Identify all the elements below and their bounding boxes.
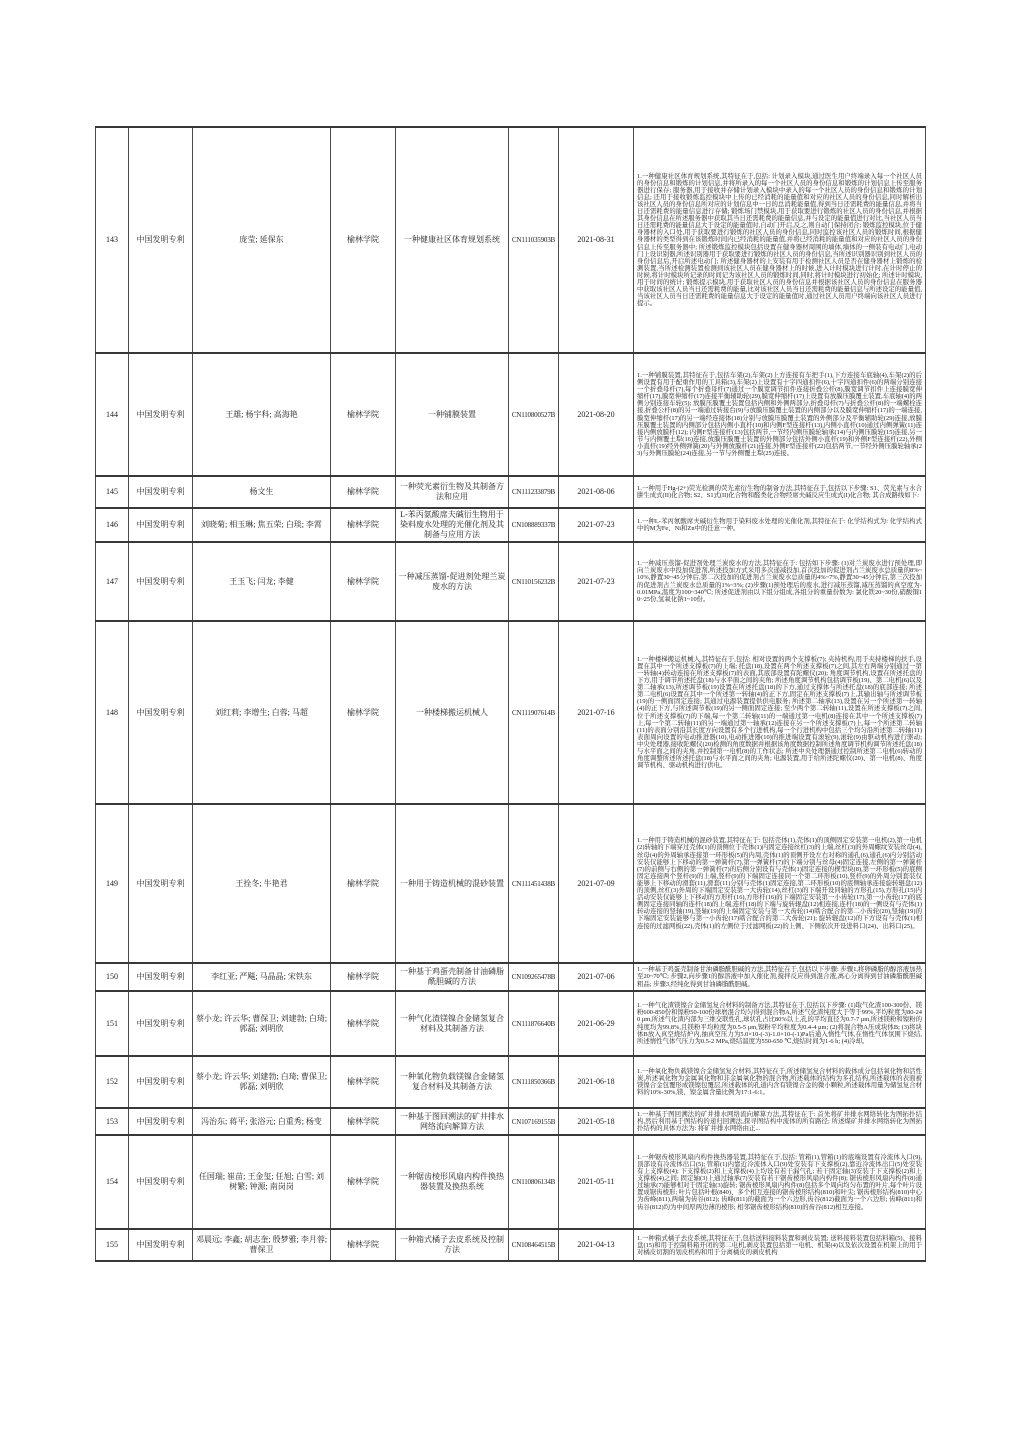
cell-no: 151 (96, 991, 129, 1056)
cell-patent-type: 中国发明专利 (129, 353, 193, 476)
table-row (96, 1135, 926, 1229)
cell-grant-date: 2021-07-06 (559, 963, 634, 991)
cell-no: 146 (96, 508, 129, 542)
cell-patent-title: 一种基于图回溯法的矿井排水网络流向解算方法 (396, 1108, 509, 1135)
cell-patent-title: 一种箱式橘子去皮系统及控制方法 (396, 1229, 509, 1261)
cell-grant-date: 2021-07-23 (559, 508, 634, 542)
cell-no: 149 (96, 804, 129, 963)
cell-patent-number: CN111850366B (509, 1056, 559, 1108)
table-row (96, 1108, 926, 1135)
cell-no: 155 (96, 1229, 129, 1261)
cell-grant-date: 2021-07-16 (559, 621, 634, 804)
table-row (96, 508, 926, 542)
cell-patent-number: CN108464515B (509, 1229, 559, 1261)
cell-patent-title: 一种气化渣镁镍合金储氢复合材料及其制备方法 (396, 991, 509, 1056)
cell-inventors: 李红亚; 严飚; 马晶晶; 宋铁东 (193, 963, 331, 991)
cell-patent-type: 中国发明专利 (129, 1056, 193, 1108)
cell-patent-type: 中国发明专利 (129, 1229, 193, 1261)
cell-patent-title: 一种基于鸡蛋壳制备甘油磷脂酰胆碱的方法 (396, 963, 509, 991)
cell-grant-date: 2021-07-23 (559, 542, 634, 621)
table-row (96, 1056, 926, 1108)
cell-claim-text: 1.一种气化渣镁镍合金储氢复合材料的制备方法,其特征在于,包括以下步骤: (1)取气化渣100-300份、镁粉600-850份和镍粉50-100份球磨混合均匀得到混合物A,所述气化渣纯度大于等于99%,平均粒度为80-240 μm,所述气化渣内部为三维交联性孔,球状孔占比80%以上,孔的平均直径为0.7-7 μm,所述镁粉和镍粉的纯度均为99.8%,且镁粉平均粒度为0.5-5 μm,镍粉平均粒度为0.4-4 μm; (2)将混合物A压成块体B; (3)将块体B放入真空烧结炉内,抽真空压力为5.0×10-(-3)-1.0×10-(-1)Pa后通入惰性气体,在惰性气体氛围下烧结,所述惰性气体气压力为0.5-2 MPa,烧结温度为550-650 ℃,烧结时间为1-6 h; (4)冷却。 (634, 991, 926, 1056)
cell-patent-type: 中国发明专利 (129, 508, 193, 542)
cell-patent-number: CN111876640B (509, 991, 559, 1056)
cell-grant-date: 2021-08-06 (559, 476, 634, 508)
cell-grant-date: 2021-08-31 (559, 127, 634, 353)
cell-claim-text: 1.一种减压蒸馏-促进剂处理兰炭废水的方法,其特征在于: 包括如下步骤: (1)对兰炭废水进行预处理,即向兰炭废水中投加促进剂,所述投加方式采用多次递减投加,首次投加的促进剂占兰炭废水总质量的8%~10%,静置30~45分钟后,第二次投加的促进剂占兰炭废水总质量的4%~7%,静置30~45分钟后,第三次投加的促进剂占兰炭废水总质量的1%~3%; (2)步骤(1)预处理后的废水,进行减压蒸馏,减压蒸馏的真空度为-0.01MPa,温度为100~340℃; 所述促进剂由以下组分组成,各组分的重量份数为: 氯化铁20~30份,硝酸铜10~25份,氢氧化钠1~10份。 (634, 542, 926, 621)
cell-patent-number: CN107169155B (509, 1108, 559, 1135)
cell-college: 榆林学院 (331, 804, 396, 963)
cell-patent-title: 一种用于铸造机械的混砂装置 (396, 804, 509, 963)
table-row (96, 353, 926, 476)
cell-college: 榆林学院 (331, 1135, 396, 1229)
cell-inventors: 邓晨远; 李鑫; 胡志奎; 殷梦雅; 李月蓉; 曹保卫 (193, 1229, 331, 1261)
cell-inventors: 刘红莉; 李增生; 白蓉; 马超 (193, 621, 331, 804)
cell-patent-type: 中国发明专利 (129, 127, 193, 353)
cell-patent-number: CN109265478B (509, 963, 559, 991)
cell-no: 144 (96, 353, 129, 476)
patent-table (95, 126, 926, 1262)
cell-inventors: 刘晓菊; 相玉琳; 焦五荣; 白琰; 李霄 (193, 508, 331, 542)
cell-claim-text: 1.一种基于鸡蛋壳制备甘油磷脂酰胆碱的方法,其特征在于,包括以下步骤: 步骤1,将卵磷脂的醇溶液加热至20~70℃; 步骤2,向步骤1的醇溶液中加入催化剂,搅拌反应得到混合液,离心分离得到甘油磷脂酰胆碱粗品; 步骤3,经纯化得到甘油磷脂酰胆碱。 (634, 963, 926, 991)
cell-inventors: 王玉飞; 闫龙; 李健 (193, 542, 331, 621)
cell-patent-type: 中国发明专利 (129, 963, 193, 991)
cell-patent-title: 一种荧光素衍生物及其制备方法和应用 (396, 476, 509, 508)
cell-inventors: 庞莹; 延保东 (193, 127, 331, 353)
cell-patent-title: 一种氧化物负载镁镍合金储氢复合材料及其制备方法 (396, 1056, 509, 1108)
cell-inventors: 王拴冬; 牛艳君 (193, 804, 331, 963)
table-row (96, 127, 926, 353)
cell-college: 榆林学院 (331, 353, 396, 476)
cell-patent-title: 一种健康社区体育规划系统 (396, 127, 509, 353)
cell-grant-date: 2021-07-09 (559, 804, 634, 963)
cell-patent-number: CN111233879B (509, 476, 559, 508)
cell-inventors: 杨文生 (193, 476, 331, 508)
cell-claim-text: 1.一种氧化物负载镁镍合金储氢复合材料,其特征在于,所述储氢复合材料的载体成分包括氧化物和活性炭,所述氧化物为金属氧化物和非金属氧化物的混合物,所述载体的结构为多孔结构,所述载体的表面被镁镍合金包覆形成镁镍包覆层,所述载体的孔道内含有镁镍合金的微小颗粒,所述载体用量为储氢复合材料的10%-30%,镁、镍金属含量比例为17:1-6:1。 (634, 1056, 926, 1108)
cell-college: 榆林学院 (331, 508, 396, 542)
cell-inventors: 王雄; 杨宇科; 高海艳 (193, 353, 331, 476)
cell-inventors: 蔡小龙; 许云华; 曹保卫; 刘建勃; 白琦; 郭磊; 刘明欣 (193, 991, 331, 1056)
cell-college: 榆林学院 (331, 621, 396, 804)
cell-grant-date: 2021-05-11 (559, 1135, 634, 1229)
cell-patent-number: CN110806134B (509, 1135, 559, 1229)
cell-grant-date: 2021-06-29 (559, 991, 634, 1056)
cell-college: 榆林学院 (331, 542, 396, 621)
cell-no: 145 (96, 476, 129, 508)
cell-no: 147 (96, 542, 129, 621)
table-row (96, 991, 926, 1056)
cell-patent-number: CN111451438B (509, 804, 559, 963)
cell-inventors: 蔡小龙; 许云华; 刘建勃; 白琦; 曹保卫; 郭磊; 刘明欣 (193, 1056, 331, 1108)
cell-claim-text: 1.一种L-苯丙氨酸席夫碱衍生物用于染料废水处理的光催化剂,其特征在于: 化学结构式为: 化学结构式中的M为Fe、Ni和Zn中的任意一种。 (634, 508, 926, 542)
cell-claim-text: 1.一种锯齿棱形风扇内构件换热器装置,其特征在于,包括: 管箱(1),管箱(1)的底端设置有冷流体入口(9),顶部设有冷流体出口(5); 管箱(1)内靠近冷流体入口(9)处安装有下支撑板(2),靠近冷流体出口(5)处安装有上支撑板(4); 下支撑板(2)和上支撑板(4)上均设有若干漏气孔; 若干固定轴(3)安装于下支撑板(2)和上支撑板(4)之间; 固定轴(3)上通过轴承(7)安装有若干锯齿棱形风扇内构件(8); 锯齿棱形风扇内构件(8)通过轴承(7)能够相对于固定轴(3)旋转; 锯齿棱形风扇内构件(8)包括多个周向均匀布置的叶片,每个叶片设置成锯齿棱形; 叶片包括叶根(840)、多个相互连接的锯齿棱形结构(810)和叶尖; 锯齿棱形结构(810)中心为齿峰(811),两端为齿谷(812); 齿峰(811)的截面为一个六边形,齿谷(812)截面为一个六边形; 齿峰(811)和齿谷(812)均为中间厚两边薄的棱形; 相邻锯齿棱形结构(810)的齿谷(812)相互连接。 (634, 1135, 926, 1229)
cell-claim-text: 1.一种基于图回溯法的矿井排水网络流向解算方法,其特征在于: 首先将矿井排水网络转化为图拓扑结构,然后利用基于图结构的递归回溯法,探寻图结构中流体的所有路径; 所述煤矿井排水网络转化为图拓扑结构的具体方法为: 将矿井排水网络由正... (634, 1108, 926, 1135)
cell-college: 榆林学院 (331, 991, 396, 1056)
cell-patent-number: CN108889337B (509, 508, 559, 542)
cell-patent-number: CN110156232B (509, 542, 559, 621)
cell-grant-date: 2021-06-18 (559, 1056, 634, 1108)
cell-grant-date: 2021-05-18 (559, 1108, 634, 1135)
cell-claim-text: 1.一种箱式橘子去皮系统,其特征在于,包括送料接料装置和剥皮装置; 送料接料装置包括料箱(5)、接料盘(15)和用于控制料箱开闭的第二电机,剥皮装置包括第一电机、机架(4)以及依次设置在机架上的用于对橘皮切割的划皮机构和用于分离橘皮的剥皮机构 (634, 1229, 926, 1261)
cell-patent-title: 一种楼梯搬运机械人 (396, 621, 509, 804)
table-row (96, 804, 926, 963)
cell-patent-number: CN111907614B (509, 621, 559, 804)
cell-no: 154 (96, 1135, 129, 1229)
cell-patent-title: 一种减压蒸馏-促进剂处理兰炭废水的方法 (396, 542, 509, 621)
cell-no: 153 (96, 1108, 129, 1135)
table-row (96, 542, 926, 621)
table-row (96, 621, 926, 804)
table-row (96, 963, 926, 991)
cell-patent-type: 中国发明专利 (129, 991, 193, 1056)
cell-college: 榆林学院 (331, 1108, 396, 1135)
cell-claim-text: 1.一种健康社区体育规划系统,其特征在于,包括: 计划录入模块,通过医生用户终端录入每一个社区人员的身份信息和锻炼的计划信息,并将所录入的每一个社区人员的身份信息和锻炼的计划信息上传至服务器进行保存; 服务器,用于接收并存储计划录入模块中录入的每一个社区人员的身份信息和锻炼的计划信息; 还用于接收锻炼监控模块中上传的已经消耗的能量值和对应的社区人员的身份信息,同时解析出该社区人员的身份信息所对应的计划信息中一日的总消耗能量值,得到当日还需耗费的能量信息,并将当日还需耗费的能量信息进行存储; 锻炼场门禁模块,用于获取要进行锻炼的社区人员的身份信息,并根据其身份信息在所述服务器中获取其当日还需耗费的能量信息,并与设定的能量值进行对比,当社区人员当日还需耗费的能量信息大于设定的能量值时,自动门开启,反之,则自动门保持闭合; 锻炼监控模块,位于健身器材的入口处,用于获取要进行锻炼的社区人员的身份信息,同时监控该社区人员的锻炼时间,根据健身器材的类型得到在该锻炼时间内已经消耗的能量值,并将已经消耗的能量值和对应的社区人员的身份信息上传至服务器中; 所述锻炼监控模块包括设置在健身器材周围的墙体,墙体的一侧装有电动门,电动门上设识别器,所述识别器用于获取要进行锻炼的社区人员的身份信息,当所述识别器识别到社区人员的身份信息后,开启所述电动门; 所述健身器材的上安装有用于检测社区人员是否在健身器材上锻炼的检测装置,当所述检测装置检测到该社区人员在健身器材上的时候,进入计时模块进行计时,在计时停止的时候,将计时模块所记录的时间记为该社区人员的锻炼时间,同时,将计时模块进行初始化; 所述计时模块,用于时间的统计; 锻炼提示模块,用于获取社区人员的身份信息并根据该社区人员的身份信息在服务器中获取该社区人员当日还需耗费的能量,比对该社区人员当日还需耗费的能量信息与所述设定的能量值,当该社区人员当日还需耗费的能量信息大于设定的能量值时,通过社区人员用户终端向该社区人员进行提示。 (634, 127, 926, 353)
cell-no: 143 (96, 127, 129, 353)
cell-claim-text: 1.一种楼梯搬运机械人,其特征在于,包括: 相对设置的两个支撑板(7); 夹持机构,用于夹持楼梯的扶手,设置在其中一个所述支撑板(7)的上端; 托盘(18),设置在两个所述支撑板(7)之间,其左右两端分别通过一第一转轴(4)转动连接在所述支撑板(7)的表面,其底部设置有陀螺仪(20); 角度调节机构,设置在所述托盘的下方,用于调节所述托盘(18)与水平面之间的夹角; 所述角度调节机构包括调节板(19)、第二电机(6)以及第二轴承(13),所述调节板(19)设置在所述托盘(18)的下方,通过支撑体与所述托盘(18)的底部连接; 所述第二电机(6)设置在其中一个所述第一转轴(4)的正下方,固定在所述支撑板(7)上,其输出轴与所述调节板(19)的一侧面固定连接; 其通过电源装置提供供电服务; 所述第二轴承(13),设置在另一个所述第一转轴(4)的正下方,与所述调节板(19)的另一侧面固定连接; 至少两个第二转轴(11),设置在所述支撑板(7)之间,位于所述支撑板(7)的下端,每一个第二转轴(11)的一端通过第一电机(8)连接在其中一个所述支撑板(7)上,每一个第二转轴(11)的另一端通过第一轴承(12)连接在另一个所述支撑板(7)上,每一个所述第二转轴(11)的表面分别沿其长度方向设置有多个行进机构,每一个行进机构中包括三个均匀沿所述第二转轴(11)表面周向设置的电动推进器(10),电动推进器(10)的推进端设置有滚轮(9),滚轮(9)由驱动机构进行驱动; 中央处理器,接收陀螺仪(20)检测的角度数据并根据该角度数据控制所述角度调节机构调节所述托盘(18)与水平面之间的夹角,并控制第一电机(8)的工作状态; 所述中央处理器通过控制所述第二电机(6)转动的角度调整所述所述托盘(18)与水平面之间的夹角; 电源装置,用于给所述陀螺仪(20)、第一电机(8)、角度调节机构、驱动机构进行供电。 (634, 621, 926, 804)
table-row (96, 1229, 926, 1261)
cell-college: 榆林学院 (331, 127, 396, 353)
cell-claim-text: 1.一种铺膜装置,其特征在于,包括车架(2),车架(2)上方连接有车把手(1),下方连接车底轴(4),车架(2)的后侧设置有用于配重作用的工具箱(3),车架(2)上设置有十字四通扣件(6),十字四通扣件(6)的两端分别连接一个折叠母杆(7),每个折叠母杆(7)通过一个膜宽调节扣件连接折叠公杆(8),膜宽调节扣件上连接膜宽伸缩杆(17),膜宽伸缩杆(17)连接平衡辅助轮(29),膜宽伸缩杆(17)上设置有放膜压膜覆土装置,车底轴(4)的两侧分别连接车轮(5); 放膜压膜覆土装置包括内侧和外侧两部分,折叠母杆(7)与折叠公杆(8)的一端螺栓连接,折叠公杆(8)的另一端通过转接台(9)与放膜压膜覆土装置的内侧部分以及膜宽伸缩杆(17)的一端连接,膜宽伸缩杆(17)的另一端经连接体(18)分别与放膜压膜覆土装置的外侧部分及平衡辅助轮(29)连接,放膜压膜覆土装置的内侧部分包括内侧小直杆(10)和内侧F型连接杆(13),内侧小直杆(10)通过内侧弹簧(11)连接内侧放膜杆(12); 内侧F型连接杆(13)包括两节,一节经内侧压膜轮轴承(14)与内侧压膜轮(15)连接,另一节与内侧覆土犁(16)连接,放膜压膜覆土装置的外侧部分包括外侧小直杆(19)和外侧F型连接杆(22),外侧小直杆(19)经外侧弹簧(20)与外侧放膜杆(21)连接,外侧F型连接杆(22)包括两节,一节经外侧压膜轮轴承(23)与外侧压膜轮(24)连接,另一节与外侧覆土犁(25)连接。 (634, 353, 926, 476)
cell-college: 榆林学院 (331, 476, 396, 508)
cell-college: 榆林学院 (331, 1056, 396, 1108)
cell-college: 榆林学院 (331, 963, 396, 991)
cell-no: 148 (96, 621, 129, 804)
cell-patent-number: CN110800527B (509, 353, 559, 476)
cell-patent-type: 中国发明专利 (129, 1135, 193, 1229)
cell-no: 152 (96, 1056, 129, 1108)
cell-patent-type: 中国发明专利 (129, 542, 193, 621)
cell-patent-title: 一种铺膜装置 (396, 353, 509, 476)
cell-claim-text: 1.一种用于铸造机械的混砂装置,其特征在于: 包括壳体(1),壳体(1)的顶侧固定安装第一电机(2),第一电机(2)转轴的下端穿过壳体(1)的顶侧位于壳体(1)内固定连接丝杠(3)的上端,丝杠(3)的外周螺纹安装丝母(4),丝母(4)的外周轴承连接第一环形板(5)的内周,壳体(1)的顶侧开设左右对称的通孔(6),通孔(6)内分别活动安装仅能够上下移动的第一弹簧杆(7),第一弹簧杆(7)的下端分别与丝母(4)固定连接,左侧的第一弹簧杆(7)的前侧与右侧的第一弹簧杆(7)的后侧分别设有与壳体(1)固定连接的楔型块(8),第一环形板(5)的底侧固定连接两个竖杆(9)的上端,竖杆(9)的下端固定连接同一个第二环形板(10),竖杆(9)的外周分别套装仅能够上下移动的滑套(11),滑套(11)分别与壳体(1)固定连接,第二环形板(10)的底侧轴承连接旋转辊盘(12)的顶侧,丝杠(3)外周的下端固定安装第一大齿轮(14),丝杠(3)的下端开设同轴的方形孔(15),方形孔(15)内活动安装仅能够上下移动的方形杆(16),方形杆(16)的下端固定安装第一小齿轮(17),第一小齿轮(17)的底侧固定连接同轴的连杆(18)的上端,连杆(18)的下端与旋转辊盘(12)相连接,连杆(18)的一侧设有与壳体(1)转动连接的竖轴(19),竖轴(19)的上端固定安装与第一大齿轮(14)啮合配合的第二小齿轮(20),竖轴(19)的下端固定安装能够与第一小齿轮(17)啮合配合的第二大齿轮(21); 旋转辊盘(12)的下方设有与壳体(1)相连接的过滤网板(22),壳体(1)的左侧位于过滤网板(22)的上侧、下侧依次开设进料口(24)、出料口(25)。 (634, 804, 926, 963)
cell-patent-type: 中国发明专利 (129, 804, 193, 963)
cell-grant-date: 2021-04-13 (559, 1229, 634, 1261)
cell-patent-type: 中国发明专利 (129, 621, 193, 804)
cell-patent-number: CN111035903B (509, 127, 559, 353)
cell-patent-title: L-苯丙氨酸席夫碱衍生物用于染料废水处理的光催化剂及其制备与应用方法 (396, 508, 509, 542)
cell-patent-type: 中国发明专利 (129, 1108, 193, 1135)
cell-college: 榆林学院 (331, 1229, 396, 1261)
cell-patent-title: 一种锯齿棱形风扇内构件换热器装置及换热系统 (396, 1135, 509, 1229)
cell-no: 150 (96, 963, 129, 991)
cell-patent-type: 中国发明专利 (129, 476, 193, 508)
cell-inventors: 任国瑞; 崔苗; 王金玺; 任旭; 白雪; 刘树繁; 钟源; 南岗岗 (193, 1135, 331, 1229)
table-row (96, 476, 926, 508)
cell-inventors: 冯治东; 蒋平; 张浴元; 白重秀; 杨变 (193, 1108, 331, 1135)
cell-claim-text: 1.一种用于Hg-(2+)荧光检测的荧光素衍生物的制备方法,其特征在于,包括以下步骤: S1、荧光素与水合肼生成式(II)化合物; S2、S1式(II)化合物和醛类化合物经席夫碱反应生成式(I)化合物; 其合成路线如下: (634, 476, 926, 508)
cell-grant-date: 2021-08-20 (559, 353, 634, 476)
